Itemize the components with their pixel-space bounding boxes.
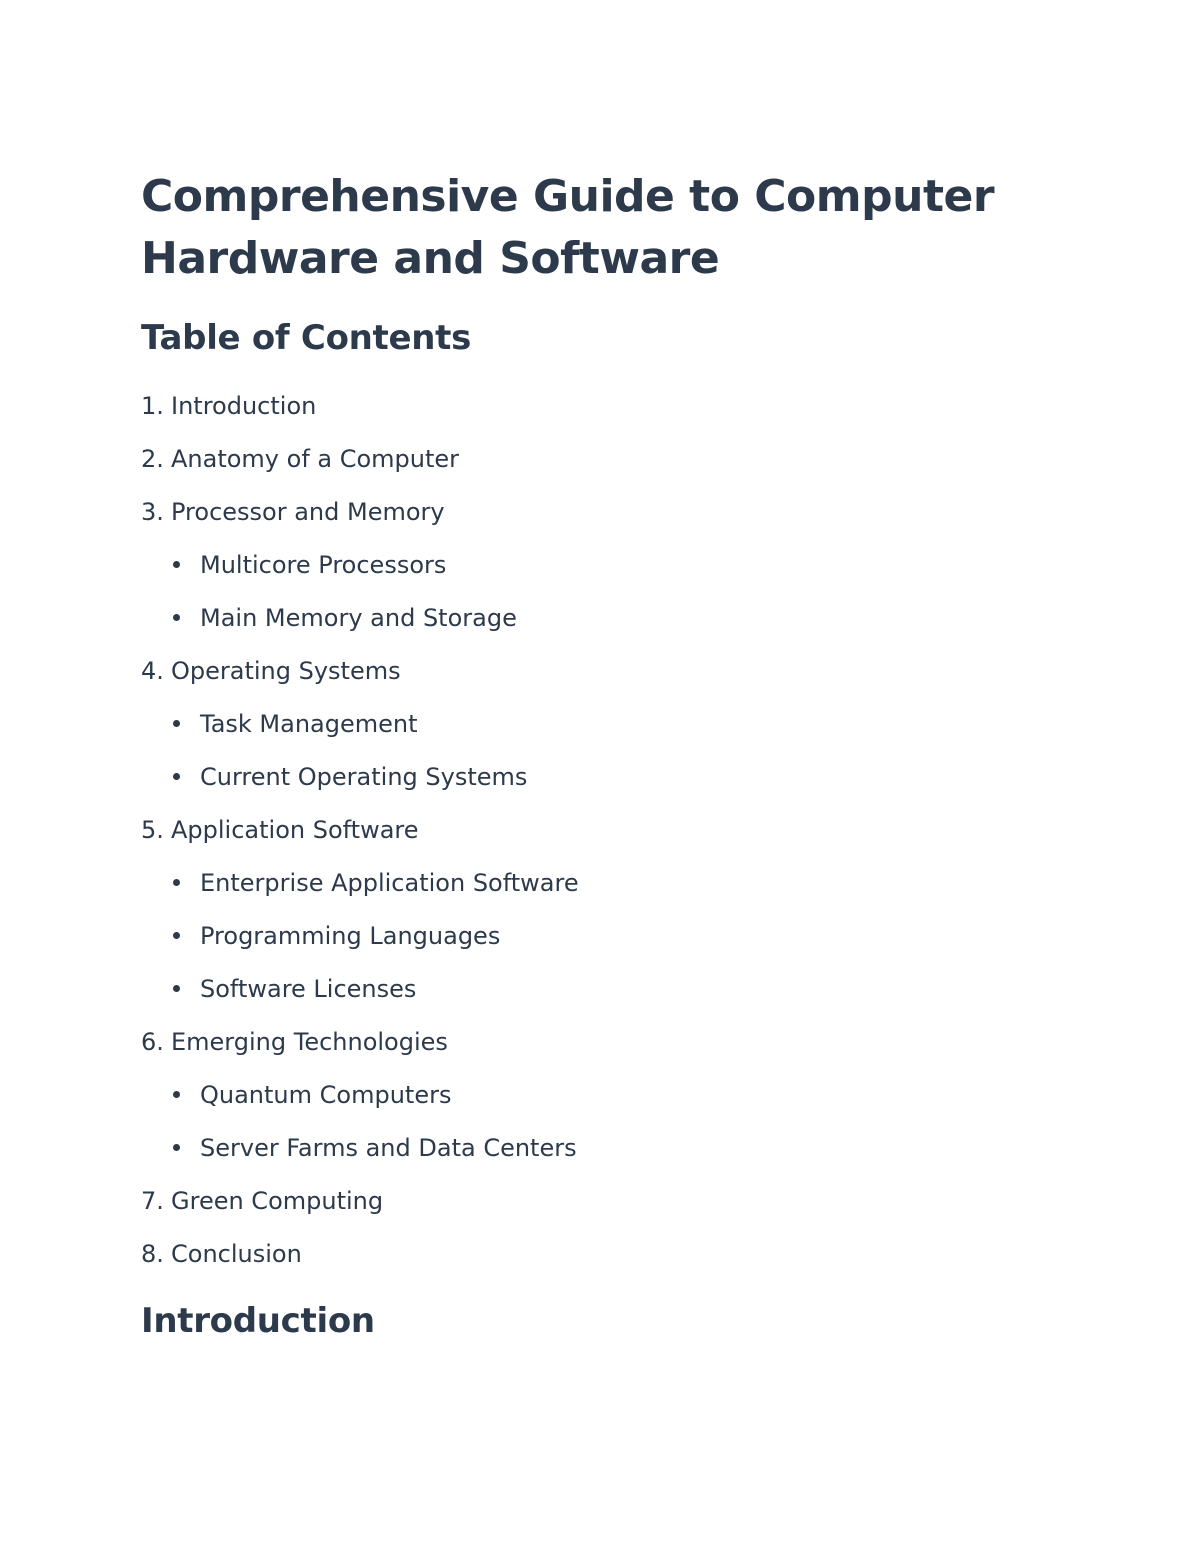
toc-item-introduction[interactable] xyxy=(141,385,579,438)
toc-subitem-multicore[interactable] xyxy=(141,544,579,597)
toc-number: 4. xyxy=(141,657,164,685)
table-of-contents xyxy=(141,385,579,1286)
toc-label: Enterprise Application Software xyxy=(200,869,579,897)
bullet-icon xyxy=(173,879,180,886)
bullet-icon xyxy=(173,561,180,568)
bullet-icon xyxy=(173,614,180,621)
bullet-icon xyxy=(173,1091,180,1098)
toc-label: Emerging Technologies xyxy=(171,1028,448,1056)
toc-subitem-programming-languages[interactable] xyxy=(141,915,579,968)
toc-label: Main Memory and Storage xyxy=(200,604,517,632)
toc-label: Quantum Computers xyxy=(200,1081,452,1109)
toc-subitem-main-memory[interactable] xyxy=(141,597,579,650)
toc-item-green-computing[interactable] xyxy=(141,1180,579,1233)
toc-label: Operating Systems xyxy=(171,657,401,685)
document-page xyxy=(141,0,1101,1553)
toc-item-application-software[interactable] xyxy=(141,809,579,862)
toc-item-anatomy[interactable] xyxy=(141,438,579,491)
toc-item-processor-memory[interactable] xyxy=(141,491,579,544)
toc-label: Multicore Processors xyxy=(200,551,447,579)
toc-label: Introduction xyxy=(171,392,317,420)
toc-label: Task Management xyxy=(200,710,418,738)
bullet-icon xyxy=(173,773,180,780)
toc-item-operating-systems[interactable] xyxy=(141,650,579,703)
toc-subitem-task-management[interactable] xyxy=(141,703,579,756)
bullet-icon xyxy=(173,1144,180,1151)
toc-number: 3. xyxy=(141,498,164,526)
toc-number: 7. xyxy=(141,1187,164,1215)
toc-number: 6. xyxy=(141,1028,164,1056)
toc-subitem-quantum-computers[interactable] xyxy=(141,1074,579,1127)
toc-item-conclusion[interactable] xyxy=(141,1233,579,1286)
toc-item-emerging-technologies[interactable] xyxy=(141,1021,579,1074)
toc-label: Server Farms and Data Centers xyxy=(200,1134,577,1162)
toc-label: Conclusion xyxy=(171,1240,302,1268)
section-heading-introduction: Introduction xyxy=(141,1301,375,1341)
toc-subitem-server-farms[interactable] xyxy=(141,1127,579,1180)
bullet-icon xyxy=(173,720,180,727)
toc-label: Anatomy of a Computer xyxy=(171,445,460,473)
document-title: Comprehensive Guide to Computer Hardware and Software xyxy=(141,171,995,284)
toc-label: Current Operating Systems xyxy=(200,763,528,791)
toc-label: Software Licenses xyxy=(200,975,417,1003)
bullet-icon xyxy=(173,932,180,939)
toc-subitem-software-licenses[interactable] xyxy=(141,968,579,1021)
toc-label: Application Software xyxy=(171,816,419,844)
toc-number: 1. xyxy=(141,392,164,420)
toc-number: 8. xyxy=(141,1240,164,1268)
bullet-icon xyxy=(173,985,180,992)
toc-subitem-current-os[interactable] xyxy=(141,756,579,809)
toc-subitem-enterprise-software[interactable] xyxy=(141,862,579,915)
toc-number: 5. xyxy=(141,816,164,844)
toc-number: 2. xyxy=(141,445,164,473)
toc-heading: Table of Contents xyxy=(141,318,472,358)
toc-label: Green Computing xyxy=(171,1187,384,1215)
toc-label: Processor and Memory xyxy=(171,498,445,526)
toc-label: Programming Languages xyxy=(200,922,501,950)
